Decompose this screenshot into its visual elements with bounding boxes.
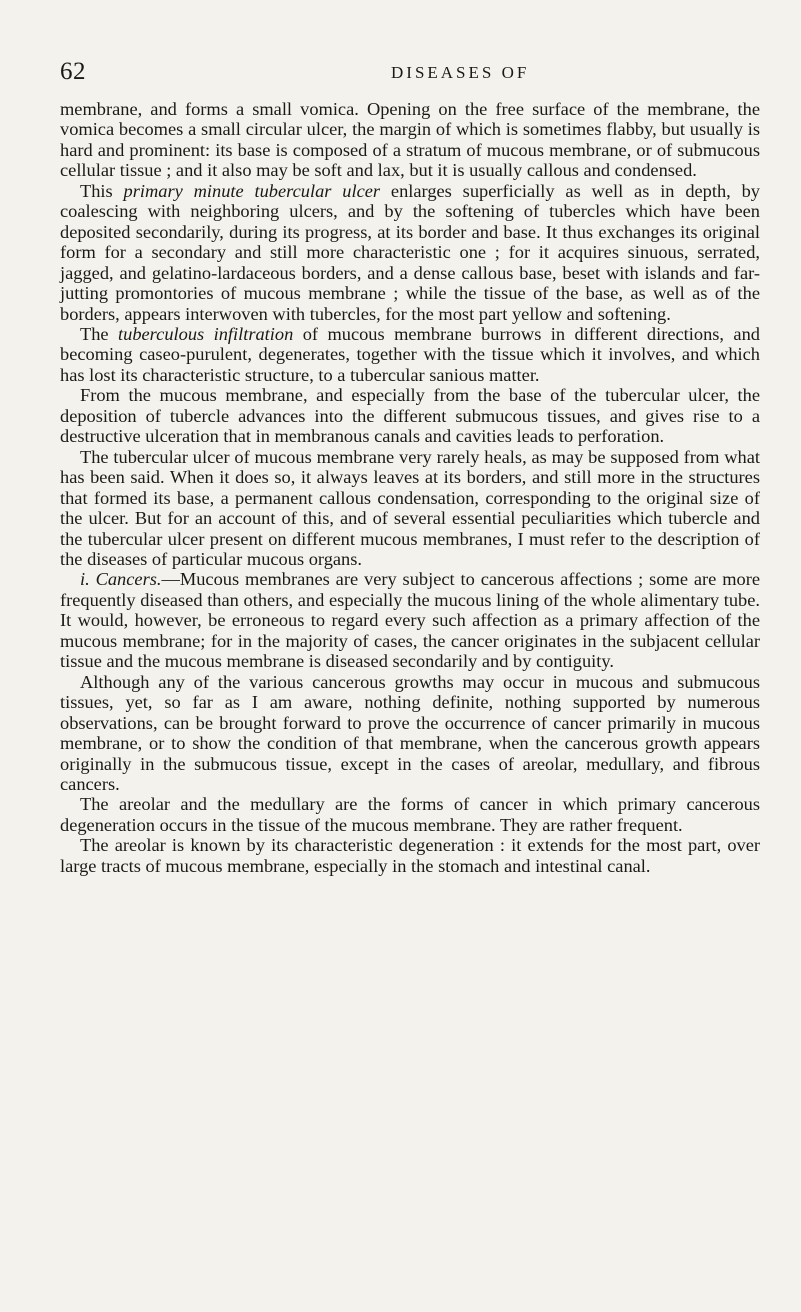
italic-term: primary minute tubercular ulcer — [123, 180, 381, 201]
text-run: Although any of the various cancerous growths may occur in mucous and submucous tissues, yet, so far as I am aware, nothing definite, nothing supported by numerous observations, can be brought forward to prove the occurrence of cancer primarily in mucous membrane, or to show the condition of that membrane, when the cancerous growth appears originally in the submucous tissue, except in the cases of areolar, medullary, and fibrous cancers. — [60, 671, 760, 794]
italic-term: i. Cancers. — [80, 569, 162, 590]
text-run: The tubercular ulcer of mucous membrane very rarely heals, as may be supposed from what has been said. When it does so, it always leaves at its borders, and still more in the structures that formed its base, a permanent callous condensation, corresponding to the original size of the ulcer. But for an account of this, and of several essential peculiarities which tubercle and the tubercular ulcer present on different mucous membranes, I must refer to the description of the diseases of particular mucous organs. — [60, 446, 760, 569]
paragraph — [60, 324, 760, 385]
paragraph — [60, 99, 760, 181]
text-run: of mucous membrane burrows in different directions, and becoming caseo-purulent, degenerates, together with the tissue which it involves, and which has lost its characteristic structure, to a tubercular sanious matter. — [60, 323, 760, 385]
text-run: The areolar is known by its characteristic degeneration : it extends for the most part, over large tracts of mucous membrane, especially in the stomach and intestinal canal. — [60, 835, 760, 876]
text-run: From the mucous membrane, and especially from the base of the tubercular ulcer, the deposition of tubercle advances into the different submucous tissues, and gives rise to a destructive ulceration that in membranous canals and cavities leads to perforation. — [60, 385, 760, 447]
text-run: This — [80, 180, 124, 201]
text-run: membrane, and forms a small vomica. Opening on the free surface of the membrane, the vomica becomes a small circular ulcer, the margin of which is sometimes flabby, but usually is hard and prominent: its base is composed of a stratum of mucous membrane, or of submucous cellular tissue ; and it also may be soft and lax, but it is usually callous and condensed. — [60, 99, 760, 181]
running-title: DISEASES OF — [391, 63, 530, 82]
paragraph — [60, 672, 760, 795]
body-text — [60, 99, 760, 876]
paragraph — [60, 385, 760, 446]
page-number: 62 — [60, 58, 86, 85]
paragraph — [60, 181, 760, 324]
text-run: The — [80, 323, 119, 344]
text-run: —Mucous membranes are very subject to cancerous affections ; some are more frequently diseased than others, and especially the mucous lining of the whole alimentary tube. It would, however, be erroneous to regard every such affection as a primary affection of the mucous membrane; for in the majority of cases, the cancer originates in the subjacent cellular tissue and the mucous membrane is diseased secondarily and by contiguity. — [60, 569, 760, 672]
paragraph — [60, 794, 760, 835]
paragraph — [60, 447, 760, 570]
page-header — [60, 58, 800, 88]
text-run: enlarges superficially as well as in depth, by coalescing with neighboring ulcers, and by the softening of tubercles which have been deposited secondarily, during its progress, at its border and base. It thus exchanges its original form for a secondary and still more characteristic one ; for it acquires sinuous, serrated, jagged, and gelatino-lardaceous borders, and a dense callous base, beset with islands and far-jutting promontories of mucous membrane ; while the tissue of the base, as well as of the borders, appears interwoven with tubercles, for the most part yellow and softening. — [60, 180, 760, 324]
text-run: The areolar and the medullary are the forms of cancer in which primary cancerous degeneration occurs in the tissue of the mucous membrane. They are rather frequent. — [60, 794, 760, 835]
paragraph — [60, 835, 760, 876]
paragraph — [60, 569, 760, 671]
italic-term: tuberculous infiltration — [118, 323, 294, 344]
